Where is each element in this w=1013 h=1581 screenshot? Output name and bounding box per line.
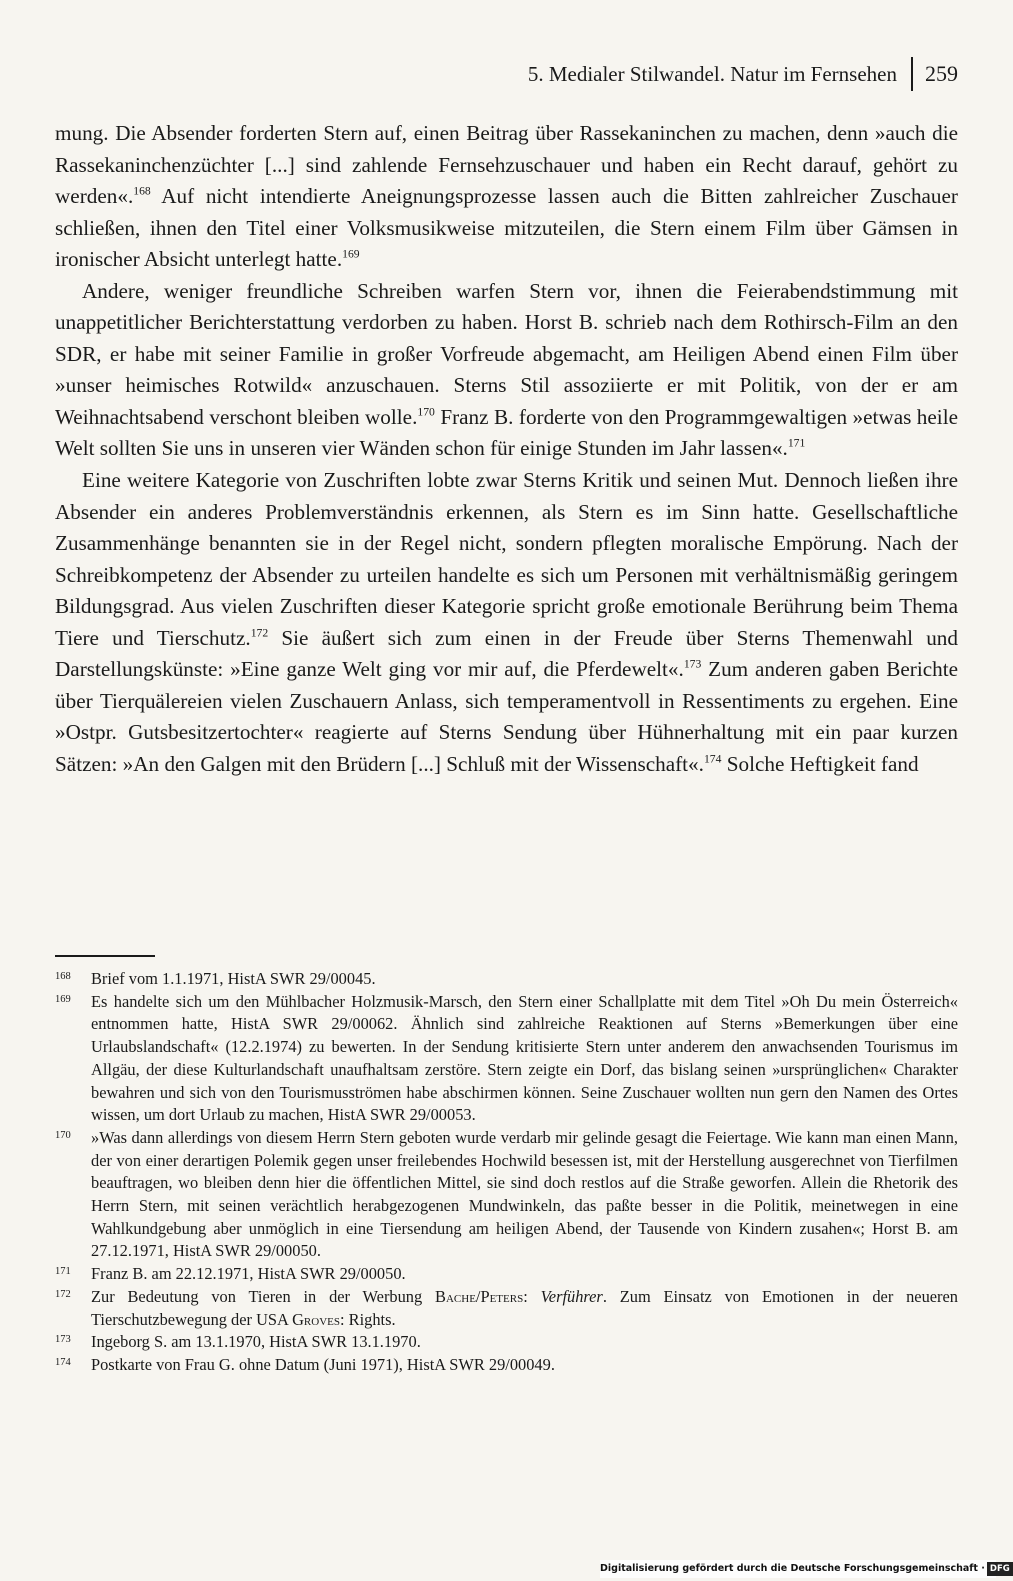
header-divider: [911, 57, 913, 91]
footnote-172: 172 Zur Bedeutung von Tieren in der Werbung Bache/Peters: Verführer. Zum Einsatz von Emotionen in der neueren Tierschutzbewegung der USA Groves: Rights.: [55, 1286, 958, 1331]
footnote-ref-172[interactable]: 172: [250, 626, 269, 640]
author-name: Groves: [292, 1309, 340, 1329]
footnote-number: 169: [55, 993, 71, 1005]
paragraph-3: Eine weitere Kategorie von Zuschriften lobte zwar Sterns Kritik und seinen Mut. Dennoch ließen ihre Absender ein anderes Problemverständnis erkennen, als Stern es im Sinn hatte. Gesellschaftliche Zusammenhänge benannten sie in der Regel nicht, sondern pflegten moralische Empörung. Nach der Schreibkompetenz der Absender zu urteilen handelte es sich um Personen mit verhältnismäßig geringem Bildungsgrad. Aus vielen Zuschriften dieser Kategorie spricht große emotionale Berührung beim Thema Tiere und Tierschutz.$^{172}$ Sie äußert sich zum einen in der Freude über Sterns Themenwahl und Darstellungskünste: »Eine ganze Welt ging vor mir auf, die Pferdewelt«.$^{173}$ Zum anderen gaben Berichte über Tierquälereien vielen Zuschauern Anlass, sich temperamentvoll in Ressentiments zu ergehen. Eine »Ostpr. Gutsbesitzertochter« reagierte auf Sterns Sendung über Hühnerhaltung mit ein paar kurzen Sätzen: »An den Galgen mit den Brüdern [...] Schluß mit der Wissenschaft«.$^{174}$ Solche Heftigkeit fand: [55, 468, 959, 776]
running-head: [0, 58, 958, 90]
footnote-ref-169[interactable]: 169: [342, 247, 360, 261]
author-name: Bache/Peters: [435, 1286, 524, 1306]
footnote-number: 173: [55, 1334, 71, 1346]
footnote-171: 171 Franz B. am 22.12.1971, HistA SWR 29/00050.: [55, 1263, 958, 1286]
footnote-170: 170 »Was dann allerdings von diesem Herrn Stern geboten wurde verdarb mir gelinde gesagt die Feiertage. Wie kann man einen Mann, der von einer derartigen Polemik gegen unser freilebendes Hochwild besessen ist, mit der Herstellung ausgerechnet von Tierfilmen beauftragen, wo bleiben denn hier die öffentlichen Mittel, sie sind doch restlos auf die Straße geworfen. Allein die Rhetorik des Herrn Stern, mit seinen verächtlich herabgezogenen Mundwinkeln, das paßte besser in die Politik, meinetwegen in eine Wahlkundgebung aber unmöglich in eine Tiersendung am heiligen Abend, der Tausende von Kindern zusahen«; Horst B. am 27.12.1971, HistA SWR 29/00050.: [55, 1127, 958, 1263]
footnote-separator: [55, 955, 155, 957]
main-text: [55, 118, 958, 780]
page-number: 259: [925, 61, 958, 86]
footnote-number: 170: [55, 1129, 71, 1141]
footnote-173: 173 Ingeborg S. am 13.1.1970, HistA SWR 13.1.1970.: [55, 1331, 958, 1354]
paragraph-1: mung. Die Absender forderten Stern auf, einen Beitrag über Rassekaninchen zu machen, denn »auch die Rassekaninchenzüchter [...] sind zahlende Fernsehzuschauer und haben ein Recht darauf, gehört zu werden«.$^{168}$ Auf nicht intendierte Aneignungsprozesse lassen auch die Bitten zahlreicher Zuschauer schließen, ihnen den Titel einer Volksmusikweise mitzuteilen, die Stern einem Film über Gämsen in ironischer Absicht unterlegt hatte.$^{169}$: [55, 121, 958, 272]
footnote-number: 168: [55, 971, 71, 982]
digitization-credit: Digitalisierung gefördert durch die Deutsche Forschungsgemeinschaft · DFG: [600, 1560, 996, 1578]
work-title: Verführer: [540, 1286, 603, 1306]
footnote-ref-174[interactable]: 174: [703, 752, 722, 766]
footnote-ref-168[interactable]: 168: [133, 184, 151, 198]
footnote-169: 169 Es handelte sich um den Mühlbacher Holzmusik-Marsch, den Stern einer Schallplatte mit dem Titel »Oh Du mein Österreich« entnommen hatte, HistA SWR 29/00062. Ähnlich sind zahlreiche Reaktionen auf Sterns »Bemerkungen über eine Urlaubslandschaft« (12.2.1974) zu bewerten. In der Sendung kritisierte Stern unter anderem den anwachsenden Tourismus im Allgäu, der diese Kulturlandschaft unaufhaltsam zerstöre. Stern zeigte ein Dorf, das bislang seinen »ursprünglichen« Charakter bewahren und sich von den Tourismusströmen habe abschirmen können. Seine Zuschauer wollten nun gern den Namen des Ortes wissen, um dort Urlaub zu machen, HistA SWR 29/00053.: [55, 991, 958, 1127]
footnote-ref-173[interactable]: 173: [683, 657, 702, 671]
footnote-number: 174: [55, 1356, 71, 1368]
chapter-title: 5. Medialer Stilwandel. Natur im Fernsehen: [527, 62, 897, 86]
footnote-174: 174 Postkarte von Frau G. ohne Datum (Juni 1971), HistA SWR 29/00049.: [55, 1354, 958, 1377]
dfg-logo: DFG: [987, 1562, 1013, 1576]
footnote-ref-171[interactable]: 171: [787, 436, 806, 450]
footnotes: [55, 968, 958, 1377]
footnote-number: 172: [55, 1288, 71, 1300]
footnote-number: 171: [55, 1266, 71, 1278]
footnote-ref-170[interactable]: 170: [417, 405, 435, 419]
footnote-168: 168 Brief vom 1.1.1971, HistA SWR 29/00045.: [55, 968, 958, 991]
paragraph-2: Andere, weniger freundliche Schreiben warfen Stern vor, ihnen die Feierabendstimmung mit unappetitlicher Berichterstattung verdorben zu haben. Horst B. schrieb nach dem Rothirsch-Film an den SDR, er habe mit seiner Familie in großer Vorfreude abgemacht, am Heiligen Abend einen Film über »unser heimisches Rotwild« anzuschauen. Sterns Stil assoziierte er mit Politik, von der er am Weihnachtsabend verschont bleiben wolle.$^{170}$ Franz B. forderte von den Programmgewaltigen »etwas heile Welt sollten Sie uns in unseren vier Wänden schon für einige Stunden im Jahr lassen«.$^{171}$: [55, 278, 958, 461]
